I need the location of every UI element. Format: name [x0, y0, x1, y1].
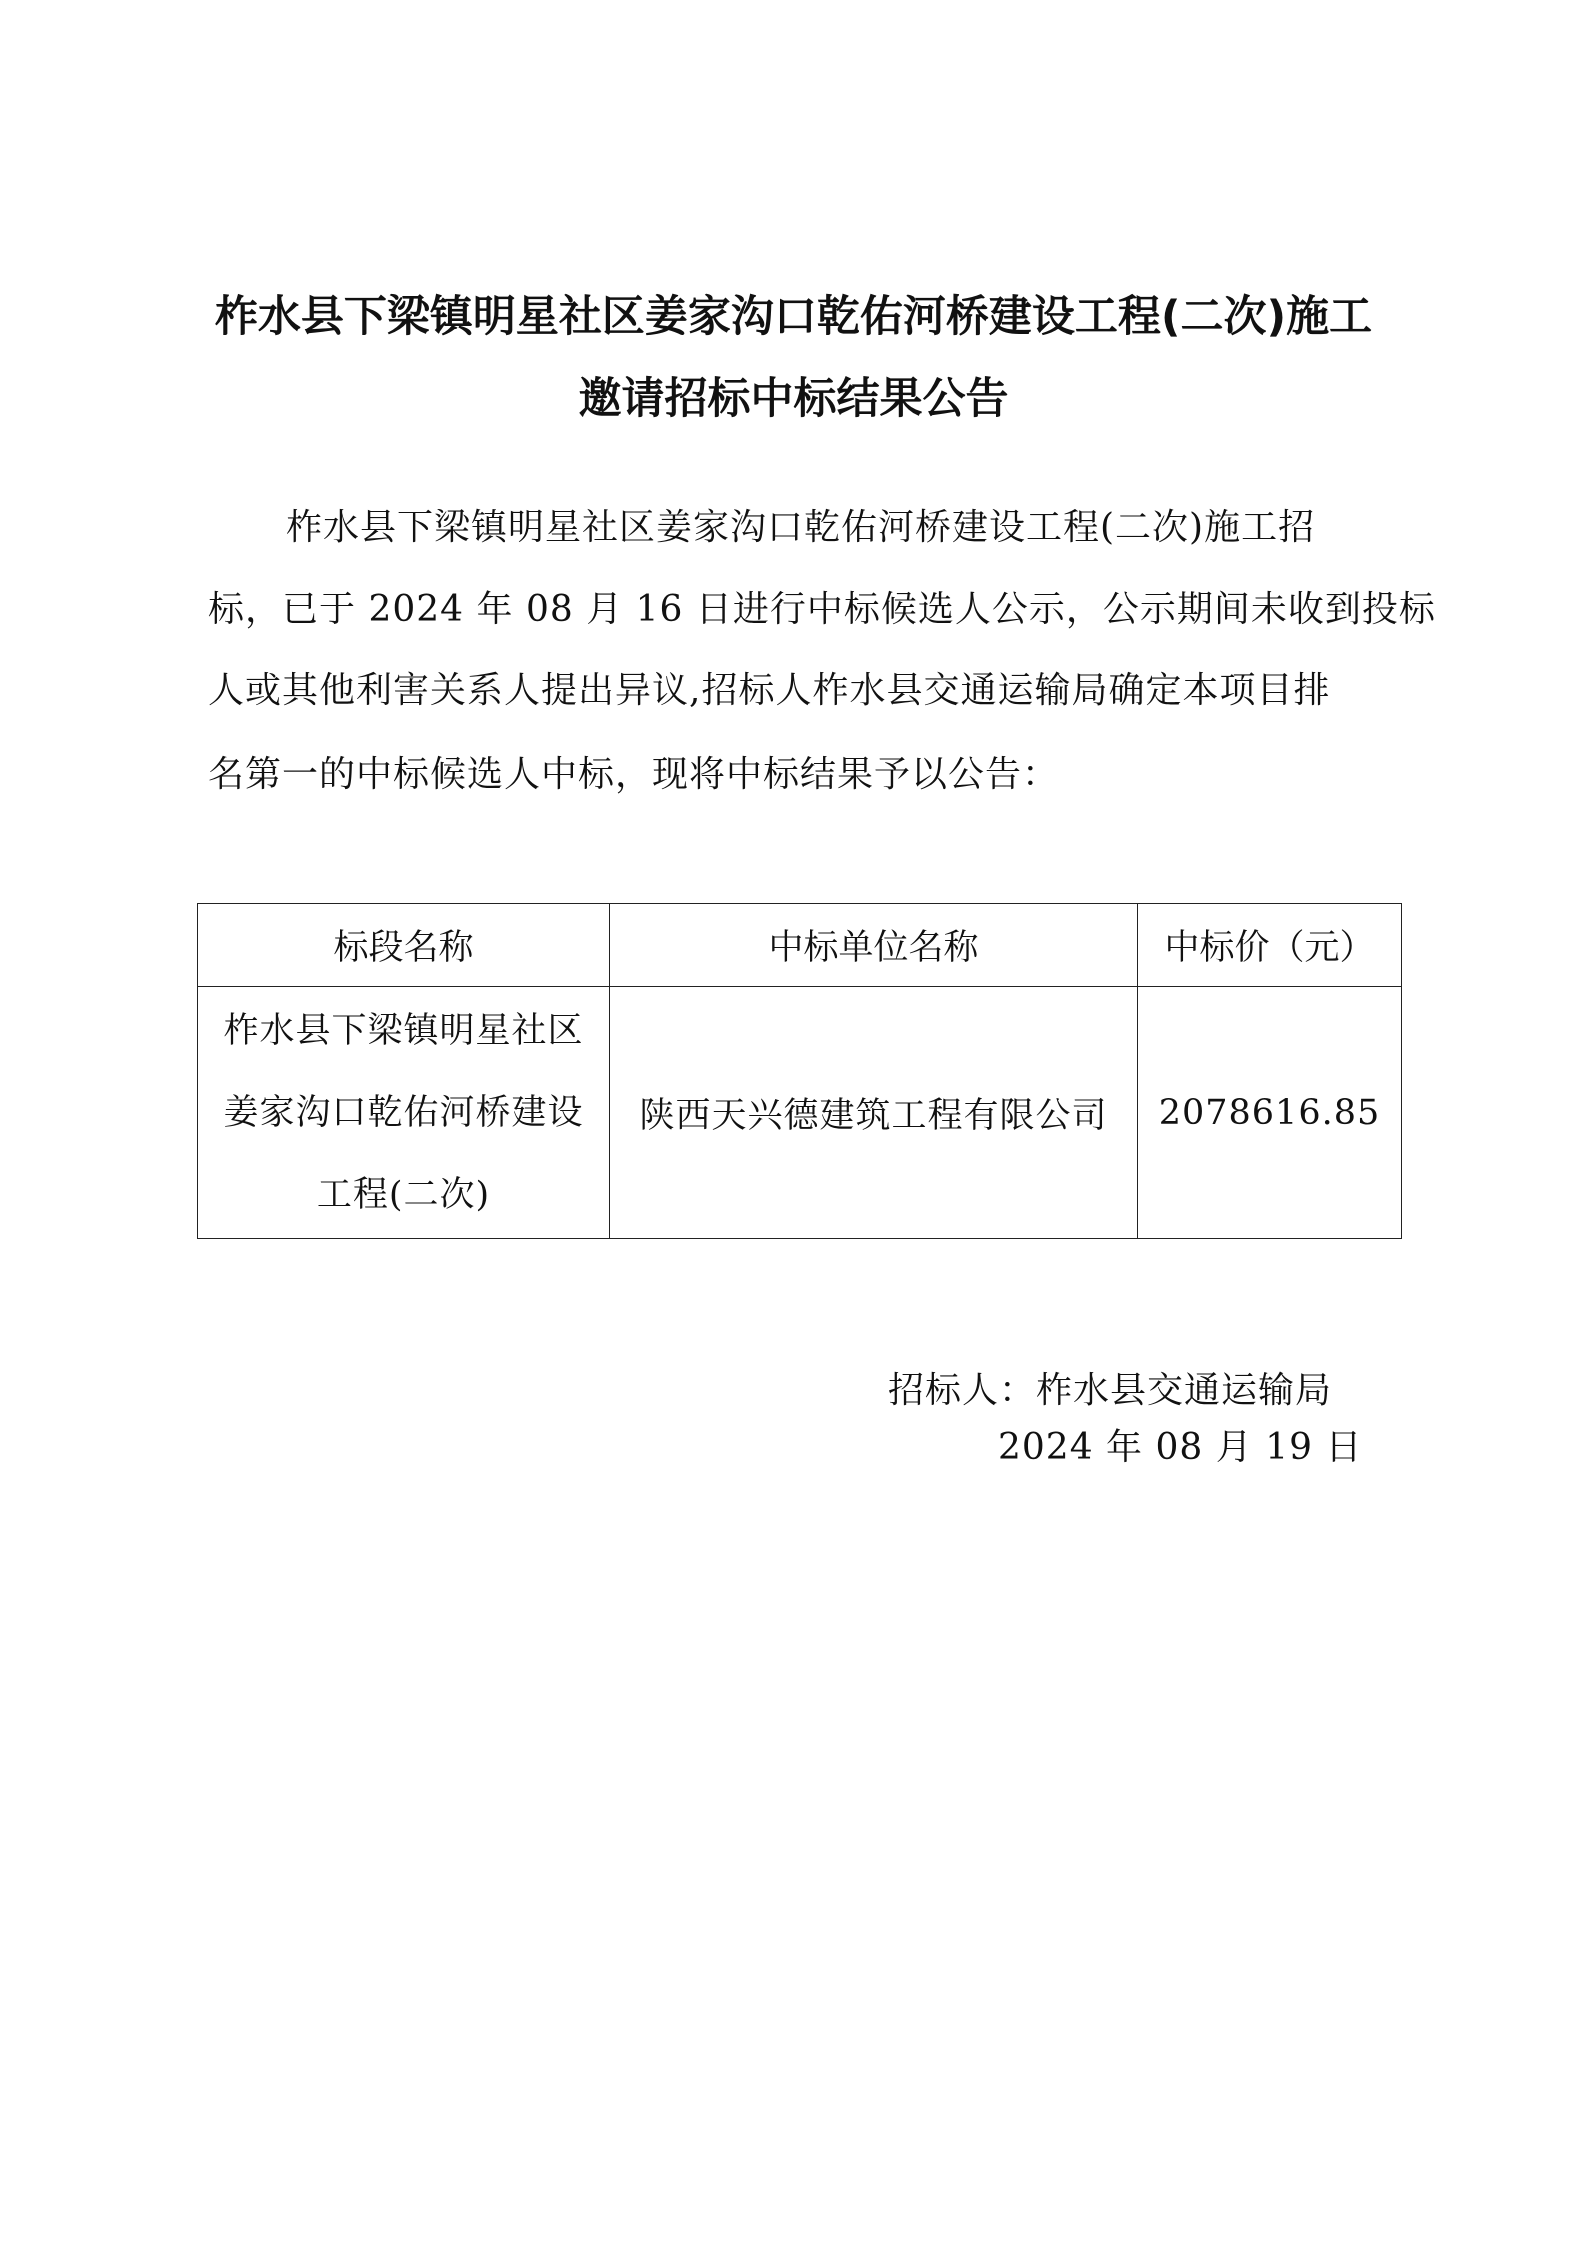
header-section-name: 标段名称: [198, 904, 610, 987]
header-award-price: 中标价（元）: [1138, 904, 1402, 987]
body-line-2: 标，已于 2024 年 08 月 16 日进行中标候选人公示，公示期间未收到投标: [208, 589, 1436, 630]
table-header-row: [198, 904, 1402, 987]
award-result-table: [197, 903, 1402, 1239]
cell-winner-name: [610, 987, 1138, 1239]
header-winner-name: 中标单位名称: [610, 904, 1138, 987]
cell-section-name: [198, 987, 610, 1239]
body-line-1: 柞水县下梁镇明星社区姜家沟口乾佑河桥建设工程(二次)施工招: [286, 507, 1316, 548]
title-line-1: 柞水县下梁镇明星社区姜家沟口乾佑河桥建设工程(二次)施工: [214, 292, 1373, 342]
winner-name-text: 陕西天兴德建筑工程有限公司: [639, 1095, 1108, 1136]
body-line-4: 名第一的中标候选人中标，现将中标结果予以公告：: [208, 754, 1060, 795]
section-name-text: 柞水县下梁镇明星社区姜家沟口乾佑河桥建设工程(二次): [223, 1010, 584, 1215]
title-line-2: 邀请招标中标结果公告: [578, 374, 1009, 424]
table-row: [198, 987, 1402, 1239]
signature-date: 2024 年 08 月 19 日: [998, 1427, 1363, 1468]
body-line-3: 人或其他利害关系人提出异议,招标人柞水县交通运输局确定本项目排: [208, 670, 1331, 711]
tenderer-signature: 招标人：柞水县交通运输局: [888, 1370, 1333, 1411]
award-price-text: 2078616.85: [1158, 1092, 1381, 1133]
cell-award-price: [1138, 987, 1402, 1239]
